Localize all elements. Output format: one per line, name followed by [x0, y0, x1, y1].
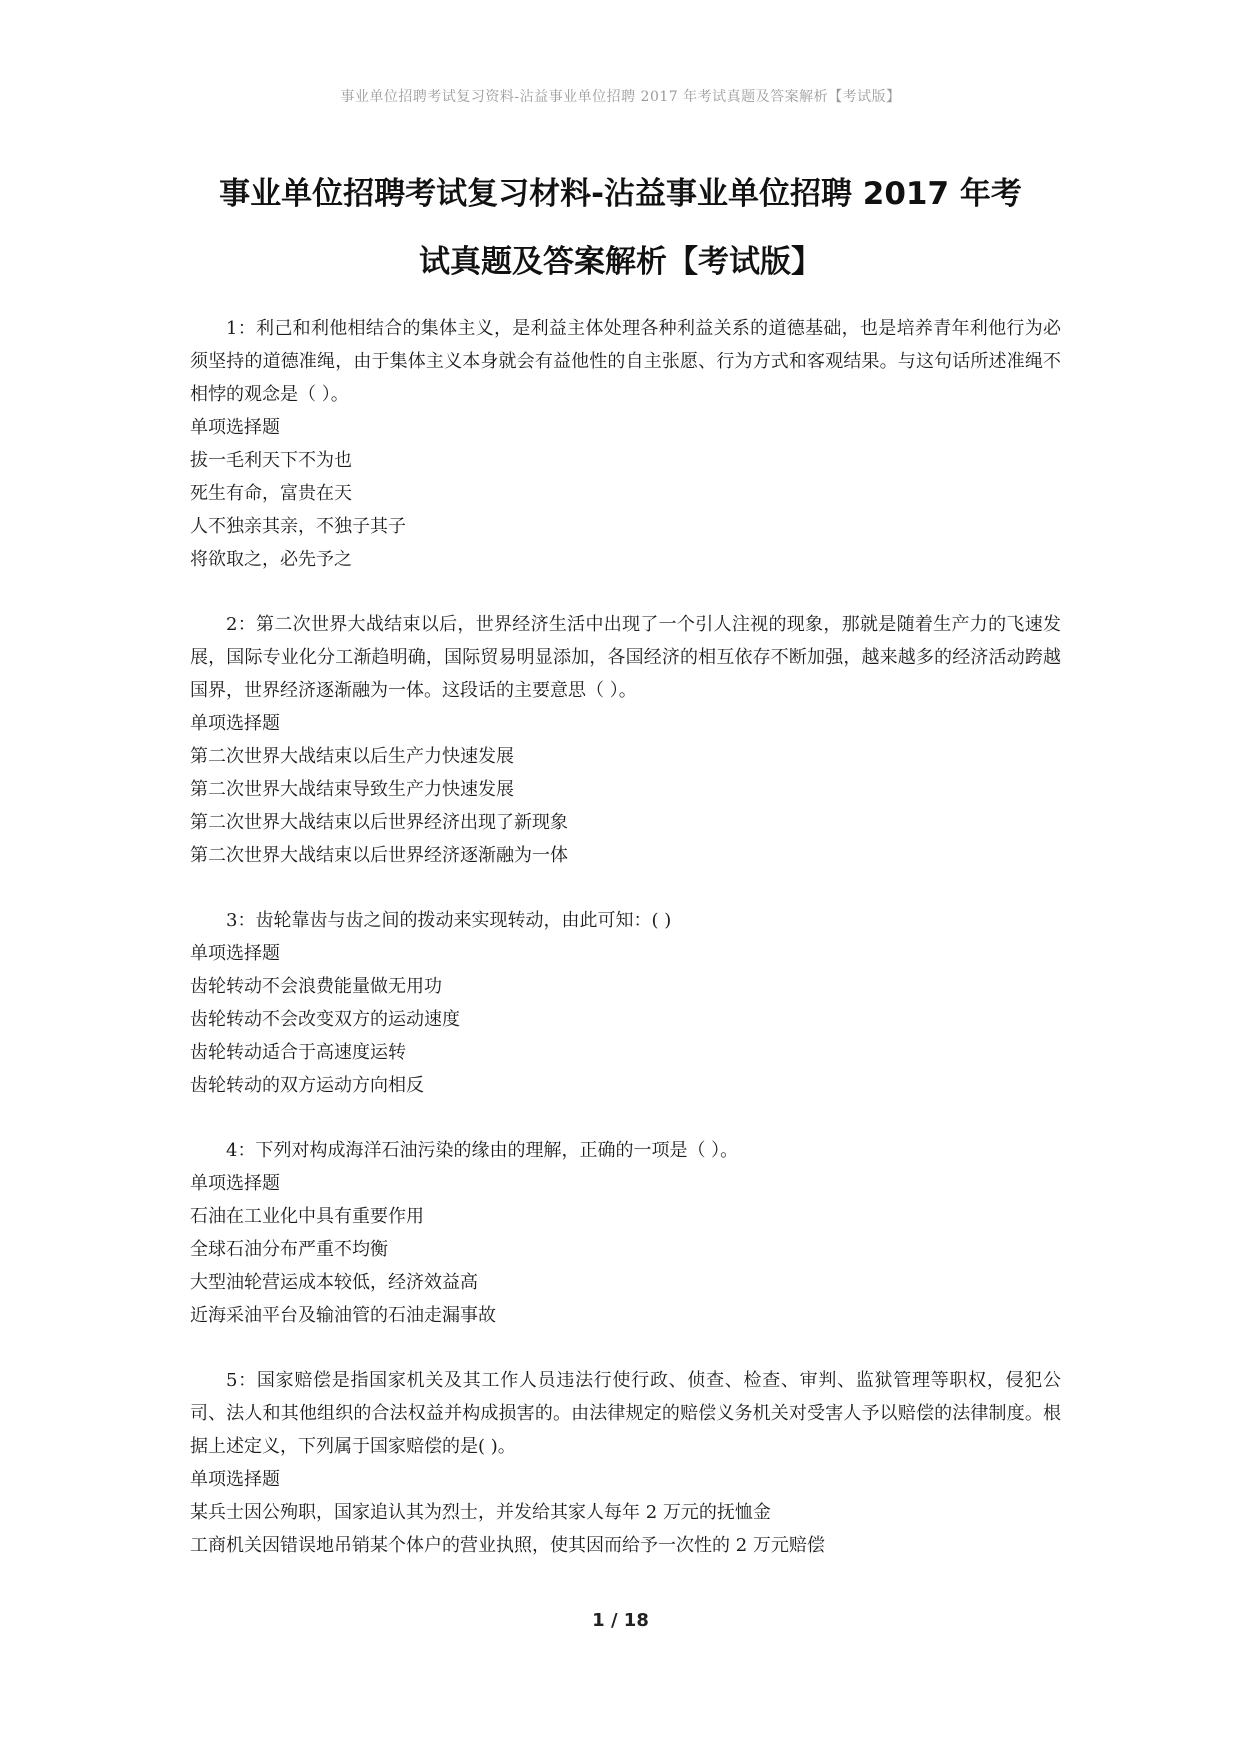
- question-stem: 4：下列对构成海洋石油污染的缘由的理解，正确的一项是（ ）。: [226, 1140, 739, 1161]
- question-type: 单项选择题: [190, 1173, 280, 1194]
- question-option: 近海采油平台及输油管的石油走漏事故: [190, 1305, 496, 1326]
- question-option: 工商机关因错误地吊销某个体户的营业执照，使其因而给予一次性的 2 万元赔偿: [190, 1535, 825, 1556]
- question-option: 全球石油分布严重不均衡: [190, 1239, 388, 1260]
- question-type: 单项选择题: [190, 417, 280, 438]
- question-2: [190, 608, 1061, 872]
- question-4: [190, 1134, 1061, 1332]
- question-option: 第二次世界大战结束以后世界经济出现了新现象: [190, 812, 568, 833]
- question-stem: 1：利己和利他相结合的集体主义，是利益主体处理各种利益关系的道德基础，也是培养青年利他行为必须坚持的道德准绳，由于集体主义本身就会有益他性的自主张愿、行为方式和客观结果。与这句话所述准绳不相悖的观念是（ ）。: [190, 318, 1061, 405]
- title-line-1: 事业单位招聘考试复习材料-沾益事业单位招聘 2017 年考: [219, 176, 1022, 212]
- question-option: 第二次世界大战结束以后生产力快速发展: [190, 746, 514, 767]
- question-option: 大型油轮营运成本较低，经济效益高: [190, 1272, 478, 1293]
- question-1: [190, 312, 1061, 576]
- question-option: 齿轮转动不会浪费能量做无用功: [190, 976, 442, 997]
- question-option: 齿轮转动的双方运动方向相反: [190, 1075, 424, 1096]
- document-title: [185, 160, 1056, 296]
- title-line-2: 试真题及答案解析【考试版】: [419, 244, 822, 280]
- question-option: 将欲取之，必先予之: [190, 549, 352, 570]
- question-option: 齿轮转动不会改变双方的运动速度: [190, 1009, 460, 1030]
- question-option: 第二次世界大战结束以后世界经济逐渐融为一体: [190, 845, 568, 866]
- question-list: [190, 312, 1061, 1594]
- page-number: 1 / 18: [592, 1610, 649, 1631]
- question-option: 第二次世界大战结束导致生产力快速发展: [190, 779, 514, 800]
- question-stem: 2：第二次世界大战结束以后，世界经济生活中出现了一个引人注视的现象，那就是随着生产力的飞速发展，国际专业化分工渐趋明确，国际贸易明显添加，各国经济的相互依存不断加强，越来越多的经济活动跨越国界，世界经济逐渐融为一体。这段话的主要意思（ ）。: [190, 614, 1061, 701]
- question-stem: 3：齿轮靠齿与齿之间的拨动来实现转动，由此可知：( ): [226, 910, 672, 931]
- question-stem: 5：国家赔偿是指国家机关及其工作人员违法行使行政、侦查、检查、审判、监狱管理等职权，侵犯公司、法人和其他组织的合法权益并构成损害的。由法律规定的赔偿义务机关对受害人予以赔偿的法律制度。根据上述定义，下列属于国家赔偿的是( )。: [190, 1370, 1061, 1457]
- question-type: 单项选择题: [190, 1469, 280, 1490]
- question-option: 拔一毛利天下不为也: [190, 450, 352, 471]
- question-option: 死生有命，富贵在天: [190, 483, 352, 504]
- question-3: [190, 904, 1061, 1102]
- question-option: 齿轮转动适合于高速度运转: [190, 1042, 406, 1063]
- question-option: 石油在工业化中具有重要作用: [190, 1206, 424, 1227]
- running-header: 事业单位招聘考试复习资料-沾益事业单位招聘 2017 年考试真题及答案解析【考试版】: [340, 89, 901, 105]
- question-option: 人不独亲其亲，不独子其子: [190, 516, 406, 537]
- question-type: 单项选择题: [190, 713, 280, 734]
- question-5: [190, 1364, 1061, 1562]
- question-option: 某兵士因公殉职，国家追认其为烈士，并发给其家人每年 2 万元的抚恤金: [190, 1502, 771, 1523]
- question-type: 单项选择题: [190, 943, 280, 964]
